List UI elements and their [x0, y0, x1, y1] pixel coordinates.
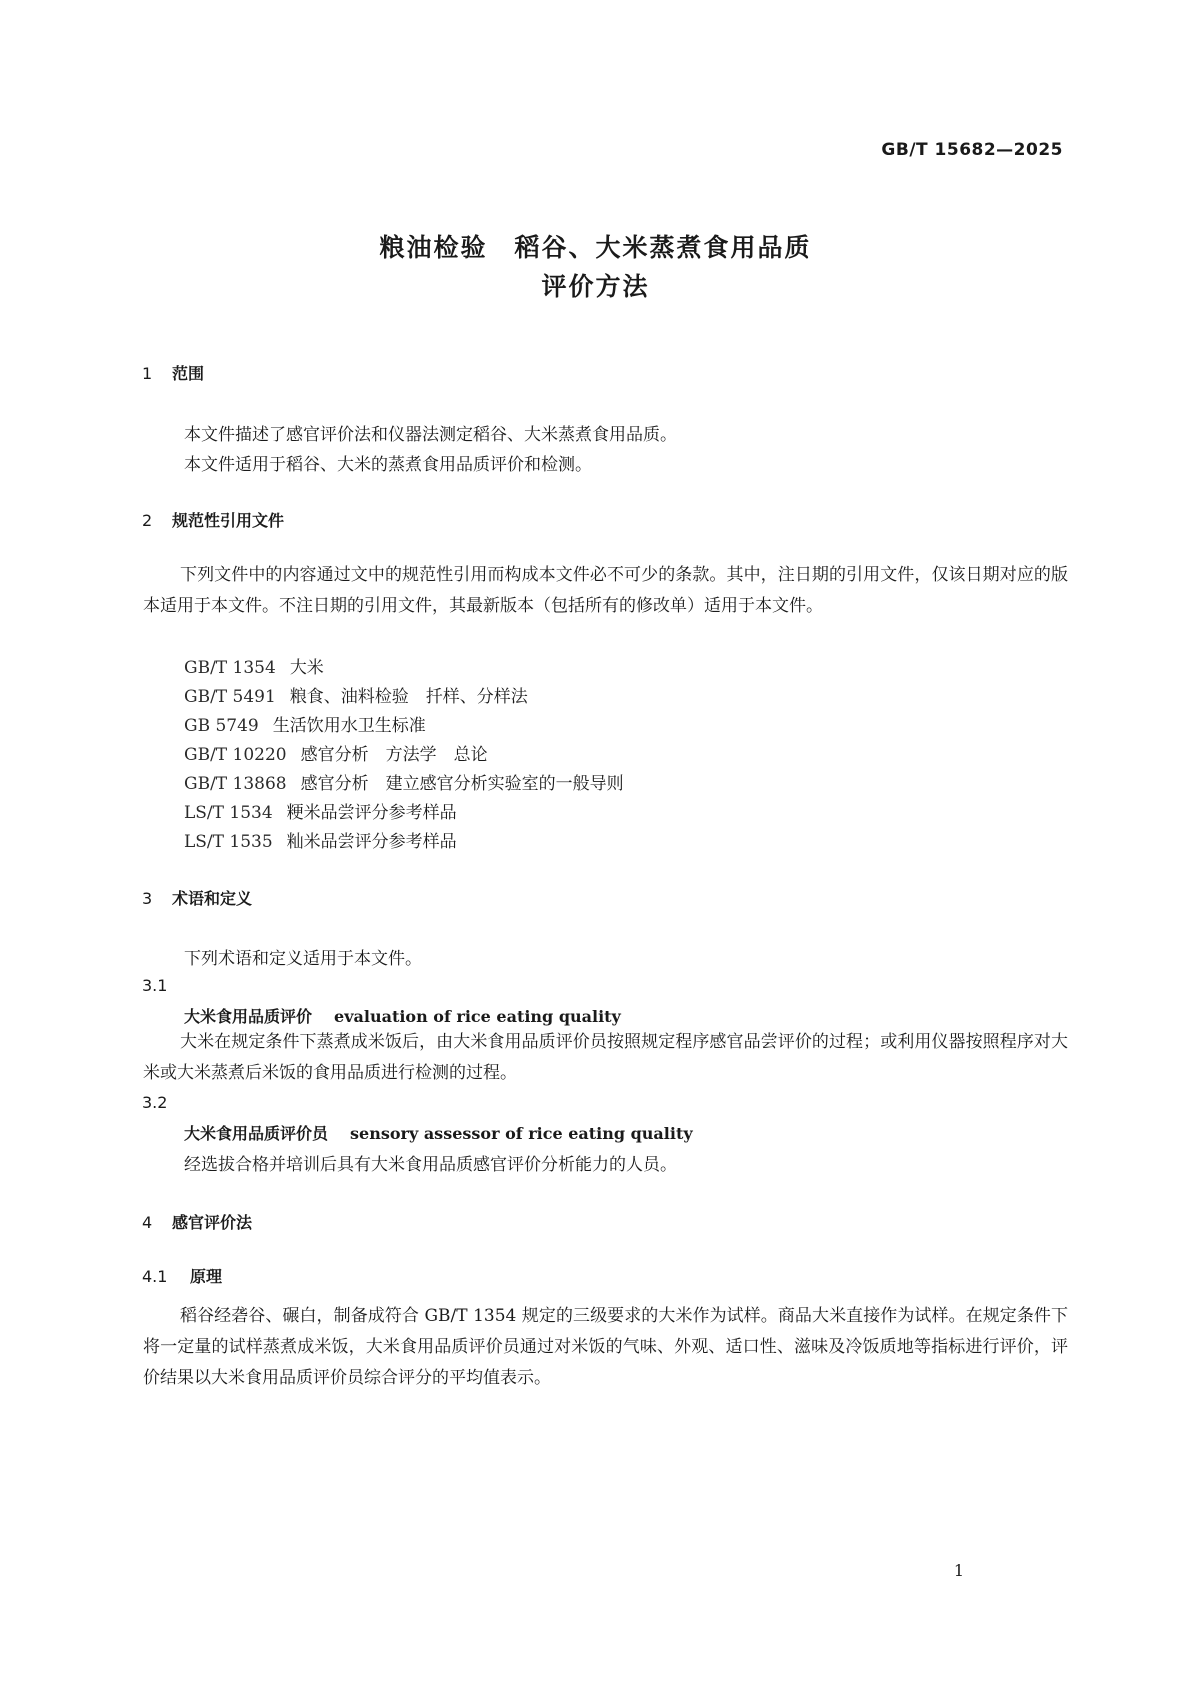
page-number: 1	[953, 1561, 964, 1580]
subsection-title: 原理	[190, 1267, 223, 1286]
reference-title: 生活饮用水卫生标准	[272, 716, 426, 736]
reference-item	[184, 711, 426, 736]
term-definition: 经选拔合格并培训后具有大米食用品质感官评价分析能力的人员。	[184, 1155, 677, 1175]
term-heading	[184, 1004, 621, 1027]
document-title-line2: 评价方法	[541, 272, 650, 301]
reference-title: 感官分析 建立感官分析实验室的一般导则	[300, 774, 624, 794]
reference-item	[184, 769, 624, 794]
section-3-heading	[142, 886, 252, 909]
reference-code: GB/T 5491	[184, 687, 276, 707]
section-title: 术语和定义	[172, 889, 253, 908]
subsection-number: 4.1	[142, 1267, 168, 1286]
section-1-heading	[142, 361, 204, 384]
reference-item	[184, 798, 457, 823]
section-number: 4	[142, 1213, 153, 1232]
reference-item	[184, 740, 488, 765]
section-2-heading	[142, 508, 284, 531]
section-number: 3	[142, 889, 153, 908]
term-zh: 大米食用品质评价员	[184, 1124, 329, 1143]
section-title: 规范性引用文件	[172, 511, 285, 530]
reference-code: LS/T 1534	[184, 803, 273, 823]
term-number: 3.2	[142, 1093, 168, 1112]
reference-title: 粳米品尝评分参考样品	[286, 803, 457, 823]
principle-text: 稻谷经砻谷、碾白，制备成符合 GB/T 1354 规定的三级要求的大米作为试样。商品大米直接作为试样。在规定条件下将一定量的试样蒸煮成米饭，大米食用品质评价员通过对米饭的气味、外观、适口性、滋味及冷饭质地等指标进行评价，评价结果以大米食用品质评价员综合评分的平均值表示。	[143, 1306, 1068, 1388]
section-4-heading	[142, 1210, 252, 1233]
reference-title: 粮食、油料检验 扦样、分样法	[289, 687, 528, 707]
scope-line-1: 本文件描述了感官评价法和仪器法测定稻谷、大米蒸煮食用品质。	[184, 425, 677, 445]
reference-title: 籼米品尝评分参考样品	[286, 832, 457, 852]
section-title: 感官评价法	[172, 1213, 253, 1232]
normative-references-intro: 下列文件中的内容通过文中的规范性引用而构成本文件必不可少的条款。其中，注日期的引用文件，仅该日期对应的版本适用于本文件。不注日期的引用文件，其最新版本（包括所有的修改单）适用于本文件。	[143, 565, 1068, 616]
reference-code: GB/T 13868	[184, 774, 287, 794]
term-heading	[184, 1121, 693, 1144]
scope-line-2: 本文件适用于稻谷、大米的蒸煮食用品质评价和检测。	[184, 455, 592, 475]
term-number: 3.1	[142, 976, 168, 995]
section-number: 2	[142, 511, 153, 530]
term-zh: 大米食用品质评价	[184, 1007, 313, 1026]
reference-item	[184, 682, 528, 707]
reference-item	[184, 827, 457, 852]
reference-code: GB/T 1354	[184, 658, 276, 678]
term-en: evaluation of rice eating quality	[334, 1007, 621, 1026]
section-title: 范围	[172, 364, 205, 383]
term-definition: 大米在规定条件下蒸煮成米饭后，由大米食用品质评价员按照规定程序感官品尝评价的过程；或利用仪器按照程序对大米或大米蒸煮后米饭的食用品质进行检测的过程。	[143, 1032, 1068, 1083]
subsection-4-1-heading	[142, 1264, 222, 1287]
reference-item	[184, 653, 324, 678]
reference-title: 大米	[289, 658, 324, 678]
section-number: 1	[142, 364, 153, 383]
reference-code: GB 5749	[184, 716, 259, 736]
reference-title: 感官分析 方法学 总论	[300, 745, 488, 765]
term-en: sensory assessor of rice eating quality	[350, 1124, 693, 1143]
reference-code: GB/T 10220	[184, 745, 287, 765]
reference-code: LS/T 1535	[184, 832, 273, 852]
terms-intro: 下列术语和定义适用于本文件。	[184, 949, 422, 969]
document-title-line1: 粮油检验 稻谷、大米蒸煮食用品质	[379, 233, 812, 262]
standard-number: GB/T 15682—2025	[881, 140, 1063, 160]
